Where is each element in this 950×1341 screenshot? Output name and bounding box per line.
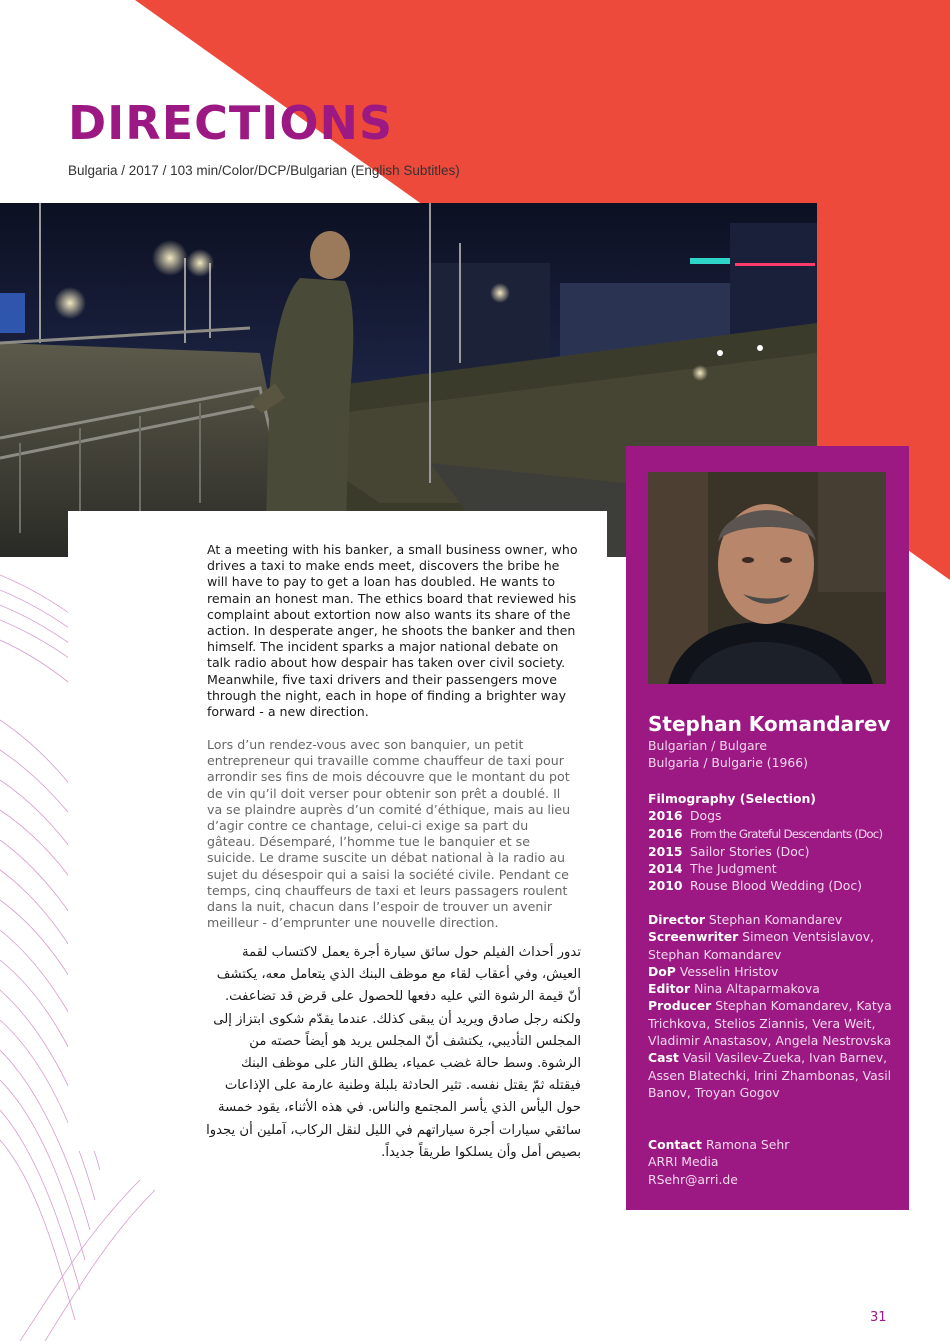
director-portrait: [648, 472, 886, 684]
film-details: Bulgaria / 2017 / 103 min/Color/DCP/Bulgarian (English Subtitles): [68, 163, 460, 178]
credit-role: Producer: [648, 998, 712, 1014]
synopsis-english: At a meeting with his banker, a small business owner, who drives a taxi to make ends meet, discovers the bribe he will have to pay to get a loan has doubled. He wants to remain an honest man. The ethics board that reviewed his complaint about extortion now also wants its share of the action. In desperate anger, he shoots the banker and then himself. The incident sparks a major national debate on talk radio about how despair has taken over civil society. Meanwhile, five taxi drivers and their passengers move through the night, each in hope of finding a brighter way forward - a new direction.: [207, 542, 578, 720]
film-title: DIRECTIONS: [68, 96, 394, 150]
synopsis-arabic: تدور أحداث الفيلم حول سائق سيارة أجرة يعمل لاكتساب لقمة العيش، وفي أعقاب لقاء مع موظف البنك الذي يتعامل معه، يكتشف أنّ قيمة الرشوة التي عليه دفعها للحصول على قرض قد تضاعفت. ولكنه رجل صادق ويريد أن يبقى كذلك. عندما يقدّم شكوى ابتزاز إلى المجلس التأديبي، يكتشف أنّ المجلس يريد هو أيضاً حصته من الرشوة. وسط حالة غضب عمياء، يطلق النار على موظف البنك فيقتله ثمّ يقتل نفسه. تثير الحادثة بلبلة وطنية عارمة على الإذاعات حول اليأس الذي يأسر المجتمع والناس. في هذه الأثناء، يقود خمسة سائقي سيارات أجرة سياراتهم في الليل لنقل الركاب، آملين أن يجدوا بصيص أمل وأن يسلكوا طريقاً جديداً.: [206, 945, 581, 1160]
film-title-entry: Dogs: [690, 808, 722, 824]
filmography-item: [648, 843, 903, 860]
credit-names: Nina Altaparmakova: [694, 981, 820, 997]
filmography-item: [648, 825, 903, 843]
film-year: 2014: [648, 861, 683, 877]
credit-role: Director: [648, 912, 705, 927]
filmography: [648, 790, 903, 895]
page-number: 31: [870, 1310, 887, 1325]
film-year: 2016: [648, 825, 683, 841]
director-origin: Bulgaria / Bulgarie (1966): [648, 755, 808, 771]
director-panel: [626, 446, 909, 1210]
credit-producer: [648, 997, 898, 1049]
filmography-item: [648, 860, 903, 877]
credit-names: Simeon Ventsislavov, Stephan Komandarev: [648, 929, 874, 962]
credit-cast: [648, 1049, 898, 1101]
film-title-entry: From the Grateful Descendants (Doc): [690, 826, 883, 841]
credit-names: Vasil Vasilev-Zueka, Ivan Barnev, Assen Blatechki, Irini Zhambonas, Vasil Banov, Troyan Gogov: [648, 1050, 892, 1100]
contact-email[interactable]: RSehr@arri.de: [648, 1171, 738, 1187]
credit-role: Cast: [648, 1050, 679, 1066]
filmography-item: [648, 877, 903, 894]
director-name: Stephan Komandarev: [648, 712, 891, 736]
credit-dop: [648, 963, 898, 980]
building: [430, 263, 550, 373]
director-bio: [648, 737, 898, 772]
filmography-item: [648, 807, 903, 824]
credit-director: [648, 911, 898, 928]
portrait-photo: [648, 472, 886, 684]
synopsis-french: Lors d’un rendez-vous avec son banquier, un petit entrepreneur qui travaille comme chauffeur de taxi pour arrondir ses fins de mois découvre que le montant du pot de vin qu’il doit verser pour obtenir son prêt a doublé. Il va se plaindre auprès d’un comité d’éthique, mais au lieu d’agir contre ce chantage, celui-ci exige sa part du gâteau. Désemparé, l’homme tue le banquier et se suicide. Le drame suscite un débat national à la radio au sujet du désespoir qui a saisi la société civile. Pendant ce temps, cinq chauffeurs de taxi et leurs passagers roulent dans la nuit, chacun dans l’espoir de trouver un avenir meilleur - d’emprunter une nouvelle direction.: [207, 737, 571, 931]
contact-company: ARRI Media: [648, 1154, 719, 1170]
director-nationality: Bulgarian / Bulgare: [648, 738, 767, 753]
contact-info: [648, 1136, 898, 1188]
film-year: 2016: [648, 808, 683, 824]
credit-role: Screenwriter: [648, 929, 739, 945]
credit-names: Stephan Komandarev: [708, 912, 843, 927]
credit-editor: [648, 980, 898, 997]
contact-label: Contact: [648, 1137, 702, 1152]
film-title-entry: The Judgment: [690, 861, 777, 877]
film-title-entry: Sailor Stories (Doc): [690, 843, 810, 859]
credit-names: Stephan Komandarev, Katya Trichkova, Stelios Ziannis, Vera Weit, Vladimir Anastasov, Angela Nestrovska: [648, 998, 892, 1049]
contact-name: Ramona Sehr: [705, 1137, 790, 1152]
film-year: 2015: [648, 843, 683, 859]
credit-role: DoP: [648, 963, 676, 979]
credit-names: Vesselin Hristov: [679, 963, 779, 979]
credit-screenwriter: [648, 928, 898, 963]
crew-credits: [648, 911, 898, 1101]
credit-role: Editor: [648, 981, 691, 997]
film-year: 2010: [648, 878, 683, 894]
film-title-entry: Rouse Blood Wedding (Doc): [690, 878, 862, 894]
filmography-heading: Filmography (Selection): [648, 791, 816, 806]
